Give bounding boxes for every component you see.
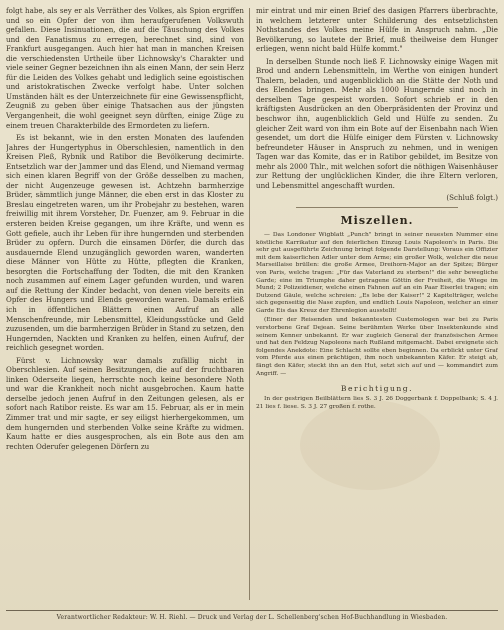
section-divider [296, 207, 458, 208]
miscellany-item: (Einer der Reisenden und bekanntesten Custemologen war bei zu Paris verstorbene Graf Dejean. Seine berühmten Werke über Insektenkunde sind seinem Kenner unbekannt. Er war zugleich General der französischen Armee und hat den Feldzug Napoleons nach Rußland mitgemacht. Dabei ereignete sich folgendes Anekdote: Eine Schlacht sollte eben beginnen. Da erblickt unter Graf vom Pferde aus einen prächtigen, ihm noch unbekannten Käfer. Er steigt ab, fängt den Käfer, steckt ihn an den Hut, setzt sich auf und — kommandirt zum Angriff. — [256, 317, 498, 377]
miscellany-heading: Miszellen. [340, 213, 414, 227]
correction-text: In der gestrigen Beilblättern lies S. 3 J. 26 Doggerbank f. Doppelbank; S. 4 J. 21 lies f. liese. S. 3 J. 27 großen f. rothe. [256, 396, 498, 410]
article-paragraph: folgt habe, als sey er als Verräther des Volkes, als Spion ergriffen und so ein Opfer der von ihm heraufgerufenen Volkswuth gefallen. Diese Insinuationen, die auf die Täuschung des Volkes und den Fanatismus zu erregen, berechnet sind, sind von Frankfurt ausgegangen. Auch hier hat man in manchen Kreisen die verschiedensten Urtheile über Lichnowsky's Charakter und viele seiner Gegner bezeichnen ihn als einen Mann, der sein Herz für die Leiden des Volkes gehabt und lediglich seine egoistischen und aristokratischen Zwecke verfolgt habe. Unter solchen Umständen hält es der Unterzeichnete für eine Gewissenspflicht, Zeugniß zu geben über einige Thatsachen aus der jüngsten Vergangenheit, die wohl geeignet seyn dürften, einige Züge zu einem treuen Charakterbilde des Ermordeten zu liefern. [6, 6, 244, 130]
article-paragraph: Es ist bekannt, wie in den ersten Monaten des laufenden Jahres der Hungertyphus in Oberschlesien, namentlich in den Kreisen Pleß, Rybnik und Ratibor die Bevölkerung decimirte. Entsetzlich war der Jammer und das Elend, und Niemand vermag sich einen klaren Begriff von der Größe desselben zu machen, der nicht Augenzeuge gewesen ist. Achtzehn barmherzige Brüder, sämmtlich junge Männer, die eben erst in das Kloster zu Breslau eingetreten waren, um ihr Probejahr zu bestehen, waren freiwillig mit ihrem Vorsteher, Dr. Fuenzer, am 9. Februar in die ersteren beiden Kreise gegangen, um ihre Kräfte, und wenn es Gott gefiele, auch ihr Leben für ihre hungernden und sterbenden Brüder zu opfern. Durch die einsamen Dörfer, die durch das ausdauernde Elend unzugänglich geworden waren, wanderten diese Männer von Hütte zu Hütte, pflegten die Kranken, besorgten die Fortschaffung der Todten, die mit den Kranken noch zusammen auf einem Lager gefunden wurden, und waren auf die Rettung der Kinder bedacht, von denen viele bereits ein Opfer des Hungers und Elends geworden waren. Damals erließ ich in öffentlichen Blättern einen Aufruf an alle Menschenfreunde, mir Lebensmittel, Kleidungsstücke und Geld zuzusenden, um die barmherzigen Brüder in Stand zu setzen, den Hungernden, Nackten und Kranken zu helfen, einen Aufruf, der reichlich gesegnet worden. [6, 133, 244, 353]
right-column [256, 6, 498, 600]
article-paragraph: In derselben Stunde noch ließ F. Lichnowsky einige Wagen mit Brod und andern Lebensmitteln, im Werthe von einigen hundert Thalern, beladen, und augenblicklich an die Stätte der Noth und des Elendes bringen. Mehr als 1000 Hungernde sind noch in derselben Tage gespeist worden. Sofort schrieb er in den kräftigsten Ausdrücken an den Oberpräsidenten der Provinz und beschwor ihn, augenblicklich Geld und Hülfe zu senden. Zu gleicher Zeit ward von ihm ein Bote auf der Eisenbahn nach Wien gesendet, um dort die Hülfe einiger dem Fürsten v. Lichnowsky befreundeter Häuser in Anspruch zu nehmen, und in wenigen Tagen war das Komite, das er in Ratibor gebildet, im Besitze von mehr als 2000 Thlr., mit welchen sofort die nöthigen Waisenhäuser zur Rettung der unglücklichen Kinder, die ihre Eltern verloren, und Lebensmittel angeschafft wurden. [256, 56, 498, 190]
continuation-note: (Schluß folgt.) [446, 193, 498, 203]
correction-heading: Berichtigung. [340, 384, 414, 394]
article-paragraph: Fürst v. Lichnowsky war damals zufällig nicht in Oberschlesien. Auf seinen Besitzungen, die auf der fruchtbaren linken Oderseite liegen, herrschte noch keine besondere Noth und war die Krankheit noch nicht ausgebrochen. Kaum hatte derselbe jedoch jenen Aufruf in den Zeitungen gelesen, als er sofort nach Ratibor reiste. Es war am 15. Februar, als er in mein Zimmer trat und mir sagte, er sey eiligst hierhergekommen, um dem hungernden und sterbenden Volke seine Kräfte zu widmen. Kaum hatte er dies ausgesprochen, als ein Bote aus den am rechten Oderufer gelegenen Dörfern zu [6, 355, 244, 451]
article-paragraph: mir eintrat und mir einen Brief des dasigen Pfarrers überbrachte, in welchem letzterer unter Schilderung des entsetzlichsten Nothstandes des Volkes meine Hülfe in Anspruch nahm. „Die Bevölkerung, so lautete der Brief, muß theilweise dem Hunger erliegen, wenn nicht bald Hülfe kommt." [256, 6, 498, 54]
imprint-footer: Verantwortlicher Redakteur: W. H. Riehl. — Druck und Verlag der L. Schellenberg'schen Hof-Buchhandlung in Wiesbaden. [6, 610, 498, 622]
column-divider [249, 8, 250, 600]
left-column [6, 6, 244, 600]
miscellany-item: — Das Londoner Wigblatt „Punch" bringt in seiner neuesten Nummer eine köstliche Karrikatur auf den feierlichen Einzug Louis Napoleon's in Paris. Die sehr gut ausgeführte Zeichnung bringt folgende Darstellung: Voraus ein Offizier mit dem kaiserlichen Adler unter dem Arme; ein großer Wolk, welcher die neue Marseillaise brüllen: die große Armee, Dreihorn-Major an der Spitze; Bürger von Paris, welche tragen: „Für das Vaterland zu sterben!" die sehr bewegliche Garde; eine im Triumphe daher getragene Göttin der Freiheit, die Wiege im Mund; 2 Polizeidiener, welche einen Fahnen auf an ein Paar Eiserlei tragen; ein Dutzend Gäule, welche schreien: „Es lebe der Kaiser!" 2 Kapitelträger, welche sich gegenseitig die Nase zupfen, und endlich Louis Napoleon, welcher an einer Garde Eis das Kreuz der Ehrenlegion ausstellt! [256, 231, 498, 314]
